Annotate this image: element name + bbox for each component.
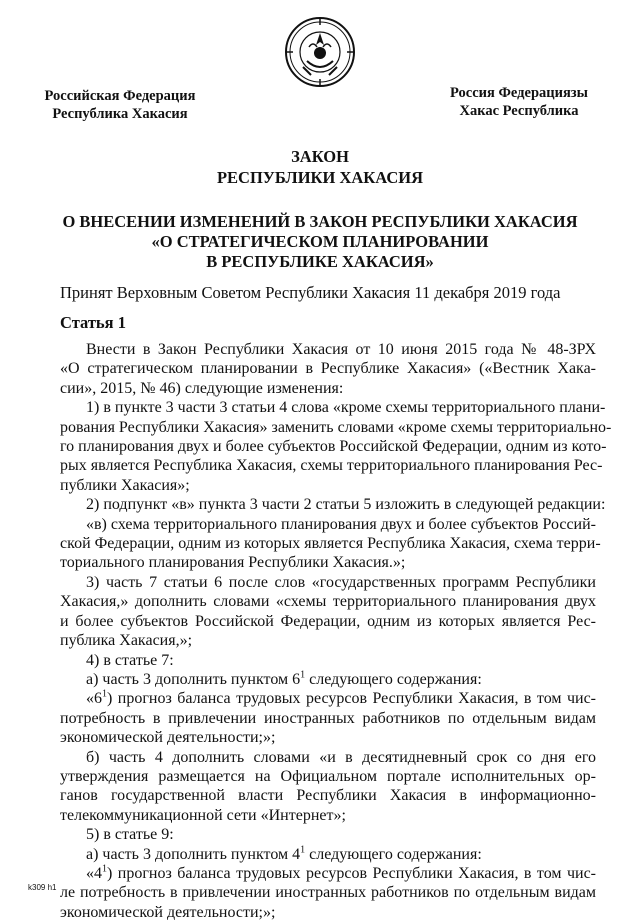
body-line-text: ) прогноз баланса трудовых ресурсов Республики Хакасия, в том чис- — [107, 864, 596, 882]
body-line: экономической деятельности;»; — [60, 729, 276, 747]
body-line: 4) в статье 7: — [86, 651, 174, 669]
body-line: 5) в статье 9: — [86, 826, 174, 844]
body-line-with-superscript — [60, 689, 596, 708]
body-line-text: «6 — [86, 690, 102, 708]
body-line: Хакасия,» дополнить словами «схемы территориального планирования двух — [60, 593, 596, 611]
body-line-text: следующего содержания: — [305, 845, 482, 863]
superscript: 1 — [102, 688, 107, 700]
body-line: Внести в Закон Республики Хакасия от 10 июня 2015 года № 48-ЗРХ — [86, 341, 596, 358]
header-right-line1: Россия Федерациязы — [450, 85, 588, 101]
body-line: ской Федерации, одним из которых является Республика Хакасия, схема терри- — [60, 535, 601, 553]
superscript: 1 — [300, 844, 306, 856]
body-line: потребность в привлечении иностранных работников по отдельным видам — [60, 709, 596, 727]
body-line: утверждения размещается на Официальном портале исполнительных ор- — [60, 767, 596, 785]
body-line: 2) подпункт «в» пункта 3 части 2 статьи 5 изложить в следующей редакции: — [86, 496, 606, 514]
body-line: рых является Республика Хакасия, схемы территориального планирования Рес- — [60, 457, 603, 475]
header-left-line2: Республика Хакасия — [52, 106, 188, 122]
body-line: и более субъектов Российской Федерации, одним из которых является Рес- — [60, 612, 596, 630]
document-code: k309 h1 — [28, 883, 57, 892]
header-right — [414, 84, 624, 120]
body-line: го планирования двух и более субъектов Российской Федерации, одним из кото- — [60, 438, 607, 456]
body-line-with-superscript — [60, 845, 596, 864]
body-line: б) часть 4 дополнить словами «и в десятидневный срок со дня его — [86, 748, 596, 766]
body-line-text: а) часть 3 дополнить пунктом 6 — [86, 670, 301, 688]
superscript: 1 — [102, 863, 107, 875]
body-line-with-superscript — [60, 864, 596, 883]
coat-of-arms-emblem — [283, 15, 357, 89]
body-line: публика Хакасия,»; — [60, 632, 193, 650]
body-line: «О стратегическом планировании в Республике Хакасия» («Вестник Хака- — [60, 360, 596, 378]
body-line-text: а) часть 3 дополнить пунктом 4 — [86, 845, 301, 863]
header-left — [26, 87, 214, 123]
law-subject-line1: О ВНЕСЕНИИ ИЗМЕНЕНИЙ В ЗАКОН РЕСПУБЛИКИ ХАКАСИЯ — [62, 212, 578, 231]
article-body — [60, 340, 612, 922]
header-left-line1: Российская Федерация — [44, 88, 196, 104]
superscript: 1 — [300, 669, 306, 681]
body-line: телекоммуникационной сети «Интернет»; — [60, 806, 346, 824]
body-line: «в) схема территориального планирования двух и более субъектов Россий- — [86, 515, 596, 533]
body-line: экономической деятельности;»; — [60, 903, 276, 921]
body-line: рования Республики Хакасия» заменить словами «кроме схемы территориально- — [60, 418, 612, 436]
adoption-note: Принят Верховным Советом Республики Хакасия 11 декабря 2019 года — [60, 283, 561, 302]
body-line: ле потребность в привлечении иностранных работников по отдельным видам — [60, 884, 596, 902]
body-line: ториального планирования Республики Хакасия.»; — [60, 554, 406, 572]
body-line-text: ) прогноз баланса трудовых ресурсов Республики Хакасия, в том чис- — [107, 690, 596, 708]
body-line-text: «4 — [86, 864, 102, 882]
header-right-line2: Хакас Республика — [459, 103, 579, 119]
body-line: ганов государственной власти Республики Хакасия в информационно- — [60, 787, 596, 805]
body-line-text: следующего содержания: — [305, 670, 482, 688]
law-subject-line2: «О СТРАТЕГИЧЕСКОМ ПЛАНИРОВАНИИ — [151, 232, 489, 251]
law-title-line1: ЗАКОН — [291, 147, 349, 166]
law-subject-line3: В РЕСПУБЛИКЕ ХАКАСИЯ» — [206, 252, 434, 271]
body-line: 1) в пункте 3 части 3 статьи 4 слова «кроме схемы территориального плани- — [86, 399, 606, 417]
law-title-line2: РЕСПУБЛИКИ ХАКАСИЯ — [216, 168, 424, 187]
body-line: публики Хакасия»; — [60, 476, 190, 494]
body-line-with-superscript — [60, 670, 596, 689]
body-line: 3) часть 7 статьи 6 после слов «государственных программ Республики — [86, 573, 596, 591]
article-heading: Статья 1 — [60, 313, 126, 332]
body-line: сии», 2015, № 46) следующие изменения: — [60, 379, 344, 397]
